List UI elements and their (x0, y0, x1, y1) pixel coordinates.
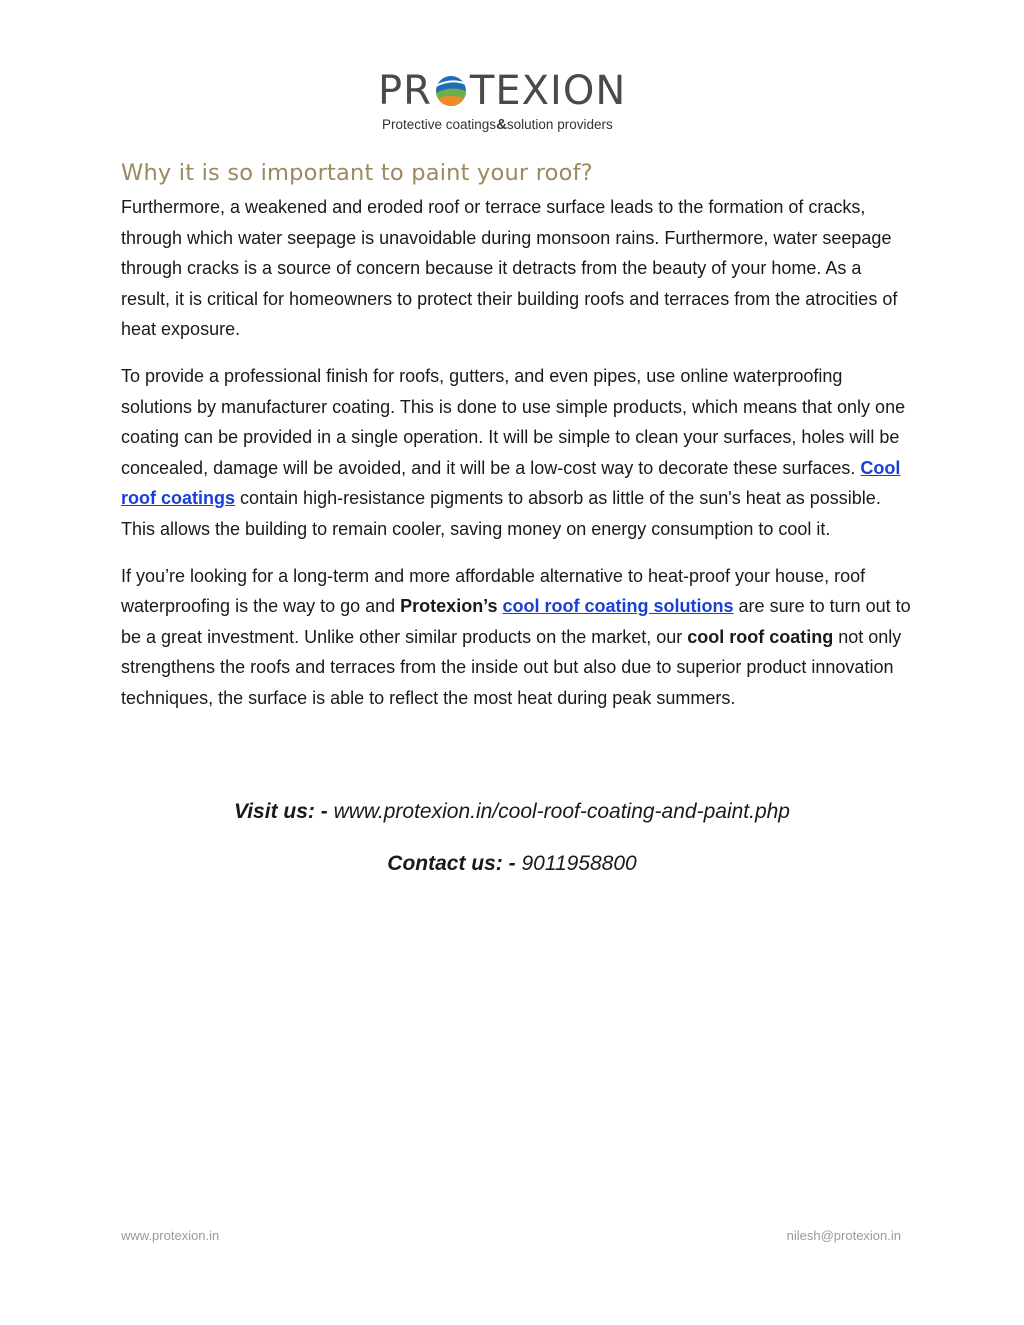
article-heading: Why it is so important to paint your roof? (121, 160, 593, 186)
paragraph-3-text-b: are sure to turn out to be a great investment. Unlike other similar products on the market, our (121, 596, 911, 647)
cool-roof-coatings-link[interactable]: Cool roof coatings (121, 457, 901, 509)
logo-word-left: PR (378, 68, 432, 114)
footer-email[interactable]: nilesh@protexion.in (786, 1228, 901, 1243)
logo-tagline (382, 116, 613, 133)
tagline-part2: solution providers (506, 117, 613, 132)
cool-roof-coating-bold: cool roof coating (687, 626, 834, 647)
article-content (121, 160, 911, 730)
globe-icon (434, 74, 468, 108)
visit-url[interactable]: www.protexion.in/cool-roof-coating-and-paint.php (327, 800, 790, 823)
paragraph-2 (121, 361, 911, 545)
visit-label: Visit us: - (234, 800, 328, 823)
protexion-logo (378, 66, 658, 138)
brand-name: Protexion’s (400, 596, 498, 617)
logo-wordmark (378, 66, 626, 116)
paragraph-3-text-c: not only strengthens the roofs and terraces from the inside out but also due to superior product innovation techniques, the surface is able to reflect the most heat during peak summers. (121, 626, 902, 708)
tagline-ampersand: & (496, 116, 507, 133)
cool-roof-coating-solutions-link[interactable]: cool roof coating solutions (502, 596, 734, 617)
paragraph-3-text-a: If you’re looking for a long-term and more affordable alternative to heat-proof your house, roof waterproofing is the way to go and (121, 565, 866, 617)
contact-phone[interactable]: 9011958800 (515, 852, 637, 875)
paragraph-1: Furthermore, a weakened and eroded roof or terrace surface leads to the formation of cracks, through which water seepage is unavoidable during monsoon rains. Furthermore, water seepage through cracks is a source of concern because it detracts from the beauty of your home. As a result, it is critical for homeowners to protect their building roofs and terraces from the atrocities of heat exposure. (121, 197, 898, 340)
paragraph-2-text-b: contain high-resistance pigments to absorb as little of the sun's heat as possible. This allows the building to remain cooler, saving money on energy consumption to cool it. (121, 488, 881, 539)
contact-label: Contact us: - (387, 852, 516, 875)
footer-website[interactable]: www.protexion.in (121, 1228, 220, 1243)
logo-word-right: TEXION (469, 68, 627, 114)
paragraph-2-text-a: To provide a professional finish for roofs, gutters, and even pipes, use online waterproofing solutions by manufacturer coating. This is done to use simple products, which means that only one coating can be provided in a single operation. It will be simple to clean your surfaces, holes will be concealed, damage will be avoided, and it will be a low-cost way to decorate these surfaces. (121, 365, 906, 478)
visit-line (0, 797, 1024, 828)
contact-line (0, 849, 1024, 880)
paragraph-3 (121, 561, 911, 714)
tagline-part1: Protective coatings (382, 117, 497, 132)
